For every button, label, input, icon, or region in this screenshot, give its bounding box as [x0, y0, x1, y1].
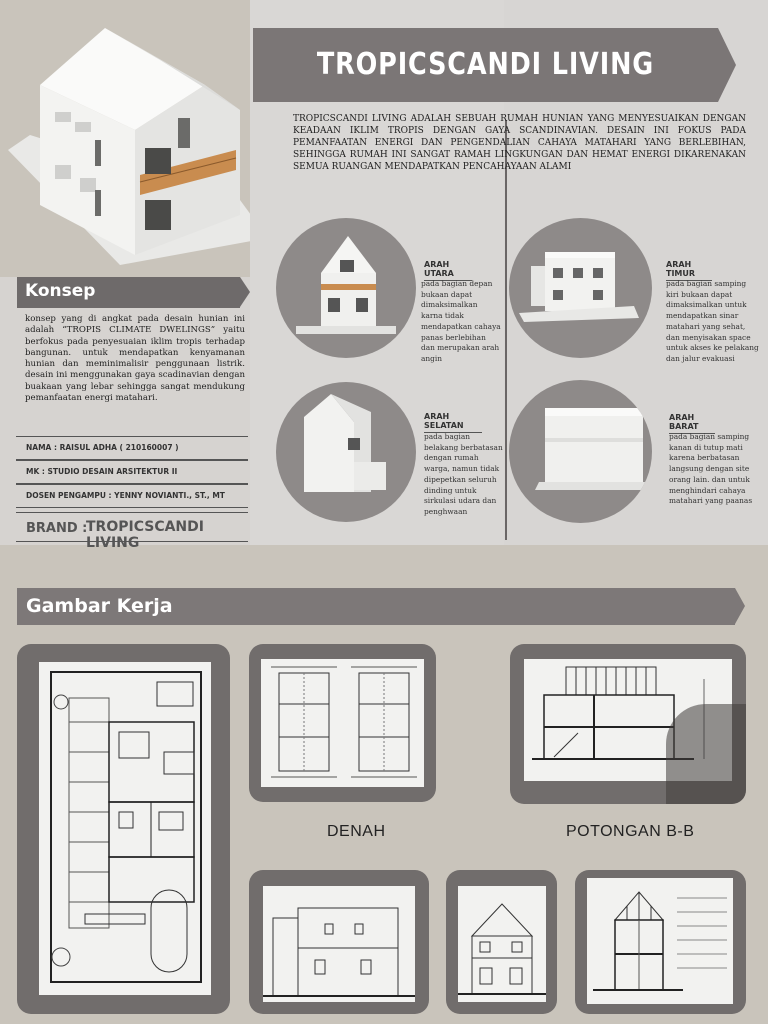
title-banner: [253, 28, 718, 102]
arah-barat-label-wrap: [669, 413, 715, 434]
tampak-depan-drawing: [458, 886, 546, 1002]
arah-selatan-text: pada bagian belakang berbatasan dengan rumah warga, namun tidak dipepetkan seluruh dinding untuk sirkulasi udara dan penghwaan: [424, 432, 503, 516]
tampak-samping-frame: [249, 870, 429, 1014]
arah-utara-image: [276, 218, 416, 358]
arah-timur-label-wrap: [666, 260, 712, 281]
page-title: TROPICSCANDI LIVING: [316, 47, 655, 82]
gambar-kerja-title: Gambar Kerja: [26, 595, 173, 617]
shadow-overlay: [666, 704, 746, 804]
arah-barat-image: [509, 380, 652, 523]
project-description: TROPICSCANDI LIVING ADALAH SEBUAH RUMAH HUNIAN YANG MENYESUAIKAN DENGAN KEADAAN IKLIM TROPIS DENGAN GAYA SCANDINAVIAN. DESAIN INI FOKUS PADA PEMANFAATAN ENERGI DAN PENGENDALIAN CAHAYA MATAHARI YANG BERLEBIHAN, SEHINGGA RUMAH INI SANGAT RAMAH LINGKUNGAN DAN HEMAT ENERGI DIKARENAKAN SEMUA RUANGAN MENDAPATKAN PENCAHAYAAN ALAMI: [293, 114, 746, 172]
potongan-a-frame: [575, 870, 746, 1014]
house-model-photo: [0, 0, 250, 272]
arah-utara-label: ARAH UTARA: [424, 260, 472, 281]
potongan-frame: [510, 644, 746, 804]
denah-frame: [249, 644, 436, 802]
info-nama-row: [16, 436, 248, 460]
brand-label: BRAND :: [26, 521, 88, 536]
konsep-title: Konsep: [25, 281, 96, 301]
info-dosen-row: [16, 484, 248, 508]
info-mk: MK : STUDIO DESAIN ARSITEKTUR II: [26, 467, 178, 476]
info-dosen: DOSEN PENGAMPU : YENNY NOVIANTI., ST., MT: [26, 491, 225, 500]
info-mk-row: [16, 460, 248, 484]
arah-selatan-image: [276, 382, 416, 522]
denah-caption: DENAH: [327, 823, 386, 840]
konsep-header: [17, 277, 240, 308]
brand-row: [16, 512, 248, 551]
arah-selatan-label-wrap: [424, 412, 482, 433]
arah-utara-label-wrap: [424, 260, 472, 281]
layout-plan-frame: [17, 644, 230, 1014]
arah-utara-text: pada bagian depan bukaan dapat dimaksimalkan karna tidak mendapatkan cahaya panas berlebihan dan merupakan arah angin: [421, 279, 501, 363]
brand-value: TROPICSCANDI LIVING: [86, 519, 204, 551]
arah-timur-label: ARAH TIMUR: [666, 260, 712, 281]
arah-timur-image: [509, 218, 652, 358]
info-nama: NAMA : RAISUL ADHA ( 210160007 ): [26, 443, 179, 452]
tampak-depan-frame: [446, 870, 557, 1014]
arah-barat-label: ARAH BARAT: [669, 413, 715, 434]
layout-plan-drawing: [39, 662, 211, 995]
tampak-samping-drawing: [263, 886, 415, 1002]
arah-timur-text: pada bagian samping kiri bukaan dapat dimaksimalkan untuk mendapatkan sinar matahari yang sehat, dan menyisakan space untuk akses ke pelakang dan jalur evakuasi: [666, 279, 759, 363]
potongan-caption: POTONGAN B-B: [566, 823, 695, 840]
arah-selatan-label: ARAH SELATAN: [424, 412, 482, 433]
potongan-a-drawing: [587, 878, 733, 1004]
arah-barat-text: pada bagian samping kanan di tutup mati karena berbatasan langsung dengan site orang lain. dan untuk menghindari cahaya matahari yang paanas: [669, 432, 753, 506]
gambar-kerja-header: [17, 588, 735, 625]
konsep-text: konsep yang di angkat pada desain hunian ini adalah “TROPIS CLIMATE DWELINGS” yaitu berfokus pada penyesuaian iklim tropis terhadap bangunan. untuk mendapatkan kenyamanan hunian dan meminimalisir penggunaan listrik. desain ini menggunakan gaya scadinavian dengan buakaan yang lebar sehingga sangat mendukung pemanfaatan energi matahari.: [25, 314, 245, 404]
denah-drawing: [261, 659, 424, 787]
